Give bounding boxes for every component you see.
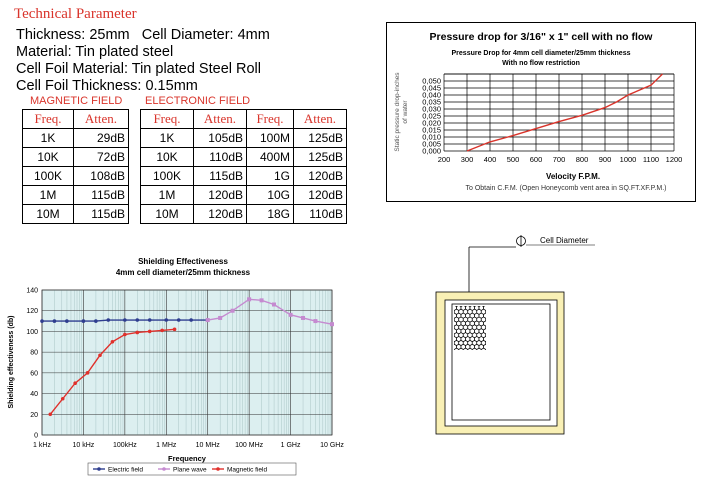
pressure-xtick: 500	[506, 155, 520, 164]
electric-field-point	[164, 318, 168, 322]
mag-row	[23, 129, 129, 148]
electric-field-point	[94, 319, 98, 323]
pressure-xtick: 1000	[619, 155, 637, 164]
pressure-ylabel-2: of water	[402, 100, 409, 124]
plane-wave-point	[330, 322, 334, 326]
pressure-ytick: 0,025	[422, 111, 441, 121]
pressure-ytick: 0,030	[422, 104, 441, 114]
magnetic-table	[22, 109, 129, 224]
mag-header-atten: Atten.	[74, 110, 129, 129]
shielding-legend	[88, 463, 296, 475]
el-freq-cell: 10M	[141, 205, 194, 224]
plane-wave-point	[260, 298, 264, 302]
pressure-chart	[386, 22, 696, 202]
pressure-ylabel-1: Static pressure drop-inches	[394, 72, 401, 152]
pressure-xtick: 600	[529, 155, 543, 164]
shielding-ytick: 120	[26, 308, 38, 316]
pressure-ytick: 0,050	[422, 76, 441, 86]
plane-wave-point	[301, 316, 305, 320]
legend-label-plane-wave: Plane wave	[173, 466, 207, 474]
pressure-xtick: 1100	[642, 155, 660, 164]
el-row	[141, 205, 347, 224]
shielding-xtick: 1 kHz	[33, 442, 51, 449]
material-text: Material: Tin plated steel	[16, 44, 174, 60]
mag-atten-cell: 108dB	[74, 167, 129, 186]
electric-field-point	[135, 318, 139, 322]
plane-wave-point	[247, 297, 251, 301]
electric-field-point	[177, 318, 181, 322]
magnetic-field-point	[135, 331, 139, 335]
magnetic-field-point	[123, 333, 127, 337]
el-atten-cell: 120dB	[294, 186, 347, 205]
pressure-ytick: 0,005	[422, 139, 441, 149]
shielding-xtick: 10 kHz	[72, 442, 95, 449]
pressure-ytick: 0,000	[422, 146, 441, 156]
mag-freq-cell: 10K	[23, 148, 74, 167]
shielding-xtick: 10 GHz	[320, 442, 344, 449]
mag-freq-cell: 1M	[23, 186, 74, 205]
magnetic-field-point	[160, 329, 164, 333]
mag-atten-cell: 29dB	[74, 129, 129, 148]
pressure-ytick: 0,020	[422, 118, 441, 128]
plane-wave-point	[231, 309, 235, 313]
magnetic-field-point	[48, 412, 52, 416]
mag-row	[23, 205, 129, 224]
mag-row	[23, 148, 129, 167]
magnetic-field-point	[98, 353, 102, 357]
cell-diameter-label: Cell Diameter	[540, 236, 589, 245]
mag-row	[23, 167, 129, 186]
electronic-field-label: ELECTRONIC FIELD	[145, 95, 251, 107]
plane-wave-point	[289, 313, 293, 317]
shielding-ytick: 20	[30, 411, 38, 419]
shielding-xlabel: Frequency	[168, 454, 206, 463]
shielding-ylabel: Shielding effectiveness (db)	[8, 315, 15, 409]
magnetic-field-point	[173, 328, 177, 332]
magnetic-field-point	[111, 340, 115, 344]
el-freq-cell: 1K	[141, 129, 194, 148]
pressure-note: To Obtain C.F.M. (Open Honeycomb vent area in SQ.FT.XF.P.M.)	[465, 185, 667, 192]
pressure-xlabel: Velocity F.P.M.	[545, 172, 601, 181]
pressure-xtick: 900	[598, 155, 612, 164]
el-row	[141, 186, 347, 205]
mag-header-freq: Freq.	[23, 110, 74, 129]
el-atten-cell: 125dB	[294, 148, 347, 167]
pressure-ytick: 0,040	[422, 90, 441, 100]
mag-freq-cell: 1K	[23, 129, 74, 148]
shielding-xtick: 10 MHz	[195, 442, 220, 449]
el-freq-cell: 10K	[141, 148, 194, 167]
magnetic-field-point	[61, 397, 65, 401]
shielding-chart-title: Shielding Effectiveness	[138, 257, 228, 266]
pressure-xtick: 200	[437, 155, 451, 164]
mag-freq-cell: 10M	[23, 205, 74, 224]
el-atten-cell: 120dB	[194, 205, 247, 224]
el-freq-cell: 1G	[247, 167, 294, 186]
electric-field-point	[82, 319, 86, 323]
el-freq-cell: 18G	[247, 205, 294, 224]
electric-field-point	[148, 318, 152, 322]
shielding-chart	[0, 255, 350, 485]
plane-wave-point	[313, 319, 317, 323]
honeycomb-diagram	[430, 230, 589, 440]
plane-wave-point	[272, 303, 276, 307]
pressure-xtick: 800	[575, 155, 589, 164]
el-header-atten-1: Atten.	[194, 110, 247, 129]
electric-field-point	[123, 318, 127, 322]
pressure-xtick: 700	[552, 155, 566, 164]
electric-field-point	[40, 319, 44, 323]
shielding-ytick: 60	[30, 370, 38, 378]
el-header-freq-2: Freq.	[247, 110, 294, 129]
el-atten-cell: 110dB	[194, 148, 247, 167]
el-header-atten-2: Atten.	[294, 110, 347, 129]
mag-atten-cell: 72dB	[74, 148, 129, 167]
electronic-table	[140, 109, 347, 224]
shielding-xtick: 1 GHz	[280, 442, 301, 449]
shielding-xtick: 1 MHz	[156, 442, 177, 449]
el-freq-cell: 100M	[247, 129, 294, 148]
shielding-plot-area	[42, 290, 332, 435]
magnetic-field-point	[86, 371, 90, 375]
shielding-ytick: 140	[26, 287, 38, 295]
el-atten-cell: 115dB	[194, 167, 247, 186]
cell-diameter-text: Cell Diameter: 4mm	[141, 27, 270, 43]
thickness-text: Thickness: 25mm	[16, 27, 130, 43]
shielding-xtick: 100 MHz	[235, 442, 264, 449]
shielding-ytick: 80	[30, 349, 38, 357]
mag-row	[23, 186, 129, 205]
el-header-freq-1: Freq.	[141, 110, 194, 129]
pressure-chart-subtitle-1: Pressure Drop for 4mm cell diameter/25mm thickness	[451, 50, 631, 57]
mag-freq-cell: 100K	[23, 167, 74, 186]
magnetic-field-label: MAGNETIC FIELD	[30, 95, 123, 107]
pressure-ytick: 0,015	[422, 125, 441, 135]
el-atten-cell: 105dB	[194, 129, 247, 148]
spec-line-thickness	[16, 27, 270, 44]
electric-field-point	[106, 318, 110, 322]
shielding-ytick: 0	[34, 432, 38, 440]
plane-wave-point	[206, 318, 210, 322]
pressure-xtick: 300	[460, 155, 474, 164]
pressure-chart-title: Pressure drop for 3/16" x 1" cell with no flow	[429, 31, 653, 43]
el-atten-cell: 125dB	[294, 129, 347, 148]
pressure-ytick: 0,045	[422, 83, 441, 93]
pressure-chart-subtitle-2: With no flow restriction	[502, 60, 580, 67]
el-atten-cell: 120dB	[294, 167, 347, 186]
mag-atten-cell: 115dB	[74, 186, 129, 205]
el-freq-cell: 1M	[141, 186, 194, 205]
legend-label-magnetic-field: Magnetic field	[227, 466, 268, 474]
legend-label-electric-field: Electric field	[108, 466, 144, 474]
cell-foil-material-text: Cell Foil Material: Tin plated Steel Roll	[16, 61, 261, 77]
electric-field-point	[53, 319, 57, 323]
electric-field-point	[65, 319, 69, 323]
shielding-xtick: 100kHz	[112, 442, 137, 449]
el-freq-cell: 10G	[247, 186, 294, 205]
mag-atten-cell: 115dB	[74, 205, 129, 224]
el-freq-cell: 100K	[141, 167, 194, 186]
el-row	[141, 129, 347, 148]
el-atten-cell: 120dB	[194, 186, 247, 205]
el-row	[141, 167, 347, 186]
tech-title: Technical Parameter	[14, 6, 137, 22]
pressure-xtick: 400	[483, 155, 497, 164]
cell-foil-thickness-text: Cell Foil Thickness: 0.15mm	[16, 78, 198, 94]
plane-wave-point	[218, 316, 222, 320]
shielding-ytick: 100	[26, 328, 38, 336]
el-row	[141, 148, 347, 167]
el-freq-cell: 400M	[247, 148, 294, 167]
electric-field-point	[189, 318, 193, 322]
shielding-chart-subtitle: 4mm cell diameter/25mm thickness	[115, 268, 251, 277]
magnetic-field-point	[73, 381, 77, 385]
pressure-ytick: 0,010	[422, 132, 441, 142]
pressure-xtick: 1200	[665, 155, 683, 164]
el-atten-cell: 110dB	[294, 205, 347, 224]
shielding-ytick: 40	[30, 391, 38, 399]
pressure-ytick: 0,035	[422, 97, 441, 107]
magnetic-field-point	[148, 330, 152, 334]
